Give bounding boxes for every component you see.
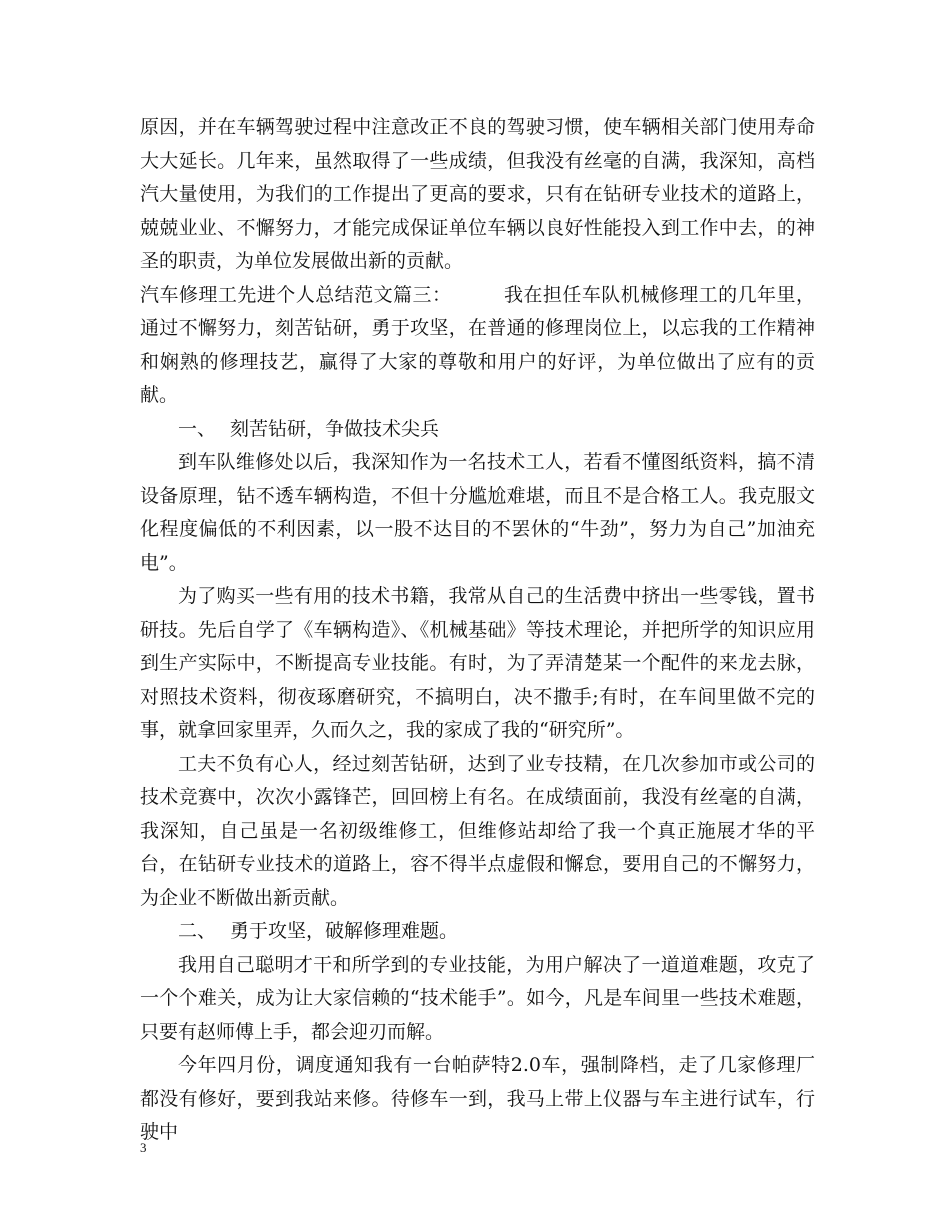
section-heading-2 (140, 915, 815, 949)
paragraph: 到车队维修处以后，我深知作为一名技术工人，若看不懂图纸资料，搞不清设备原理，钻不透车辆构造，不但十分尴尬难堪，而且不是合格工人。我克服文化程度偏低的不利因素，以一股不达目的不罢休的“牛劲”，努力为自己”加油充电”。 (140, 451, 815, 574)
paragraph: 原因，并在车辆驾驶过程中注意改正不良的驾驶习惯，使车辆相关部门使用寿命大大延长。几年来，虽然取得了一些成绩，但我没有丝毫的自满，我深知，高档汽大量使用，为我们的工作提出了更高的要求，只有在钻研专业技术的道路上，兢兢业业、不懈努力，才能完成保证单位车辆以良好性能投入到工作中去，的神圣的职责，为单位发展做出新的贡献。 (140, 116, 815, 272)
section-heading-1 (140, 413, 815, 447)
document-body (140, 111, 815, 1150)
paragraph: 为了购买一些有用的技术书籍，我常从自己的生活费中挤出一些零钱，置书研技。先后自学了《车辆构造》、《机械基础》等技术理论，并把所学的知识应用到生产实际中，不断提高专业技能。有时，为了弄清楚某一个配件的来龙去脉，对照技术资料，彻夜琢磨研究，不搞明白，决不撒手;有时，在车间里做不完的事，就拿回家里弄，久而久之，我的家成了我的“研究所”。 (140, 585, 815, 741)
heading-text: 刻苦钻研，争做技术尖兵 (230, 417, 440, 440)
paragraph: 我用自己聪明才干和所学到的专业技能，为用户解决了一道道难题，攻克了一个个难关，成为让大家信赖的“技术能手”。如今，凡是车间里一些技术难题，只要有赵师傅上手，都会迎刃而解。 (140, 953, 815, 1043)
heading-text: 勇于攻坚，破解修理难题。 (230, 920, 459, 942)
article-title: 汽车修理工先进个人总结范文篇三： (140, 283, 452, 306)
heading-number: 二、 (178, 920, 217, 942)
paragraph: 工夫不负有心人，经过刻苦钻研，达到了业专技精，在几次参加市或公司的技术竞赛中，次次小露锋芒，回回榜上有名。在成绩面前，我没有丝毫的自满，我深知，自己虽是一名初级维修工，但维修站却给了我一个真正施展才华的平台，在钻研专业技术的道路上，容不得半点虚假和懈怠，要用自己的不懈努力，为企业不断做出新贡献。 (140, 752, 815, 909)
page-number: 3 (140, 1140, 147, 1155)
paragraph: 今年四月份，调度通知我有一台帕萨特2.0车，强制降档，走了几家修理厂都没有修好，要到我站来修。待修车一到，我马上带上仪器与车主进行试车，行驶中 (140, 1054, 815, 1143)
heading-number: 一、 (178, 417, 217, 440)
paragraph-text: 我在担任车队机械修理工的几年里，通过不懈努力，刻苦钻研，勇于攻坚，在普通的修理岗位上，以忘我的工作精神和娴熟的修理技艺，赢得了大家的尊敬和用户的好评，为单位做出了应有的贡献。 (140, 283, 815, 406)
section-intro-paragraph (140, 279, 815, 413)
